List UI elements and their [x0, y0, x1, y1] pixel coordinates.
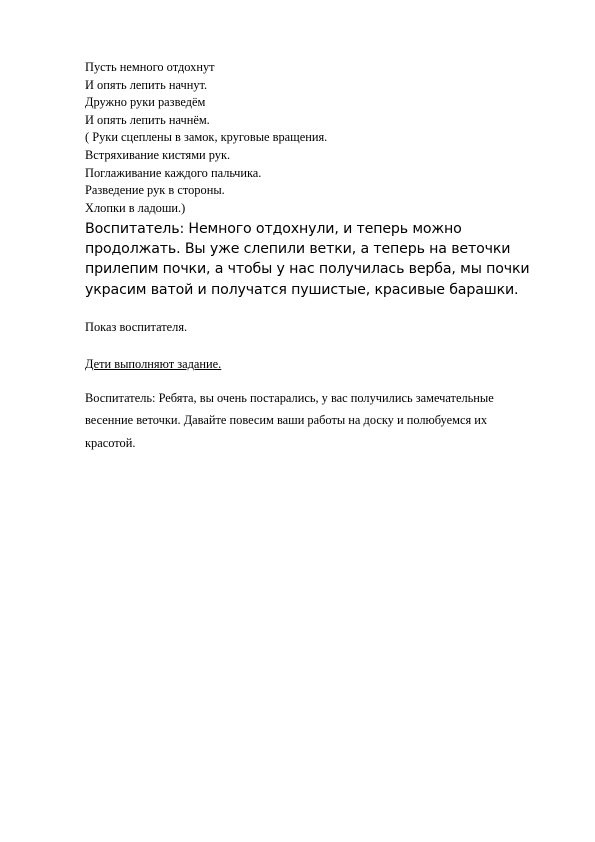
teacher-speech-line: продолжать. Вы уже слепили ветки, а теперь на веточки [85, 241, 511, 258]
poem-line: Поглаживание каждого пальчика. [85, 165, 262, 180]
teacher-demo-line: Показ воспитателя. [85, 320, 188, 334]
poem-line: Пусть немного отдохнут [85, 60, 215, 74]
closing-paragraph [85, 387, 555, 454]
poem-line: И опять лепить начнут. [85, 77, 208, 92]
teacher-speech-line: Воспитатель: Немного отдохнули, и теперь можно [85, 221, 462, 237]
teacher-speech-paragraph [85, 219, 555, 300]
closing-line: красотой. [85, 435, 136, 450]
poem-line: ( Руки сцеплены в замок, круговые вращения. [85, 130, 328, 145]
poem-line: Разведение рук в стороны. [85, 183, 225, 198]
poem-block [85, 59, 555, 217]
children-task-line: Дети выполняют задание. [85, 357, 222, 371]
poem-line: Встряхивание кистями рук. [85, 147, 231, 162]
teacher-speech-line: украсим ватой и получатся пушистые, красивые барашки. [85, 281, 519, 298]
closing-line: Воспитатель: Ребята, вы очень постарались, у вас получились замечательные [85, 391, 494, 405]
poem-line: Дружно руки разведём [85, 95, 206, 110]
closing-line: весенние веточки. Давайте повесим ваши работы на доску и полюбуемся их [85, 413, 488, 428]
teacher-speech-line: прилепим почки, а чтобы у нас получилась верба, мы почки [85, 261, 530, 278]
poem-line: И опять лепить начнём. [85, 112, 210, 127]
poem-line: Хлопки в ладоши.) [85, 200, 186, 215]
